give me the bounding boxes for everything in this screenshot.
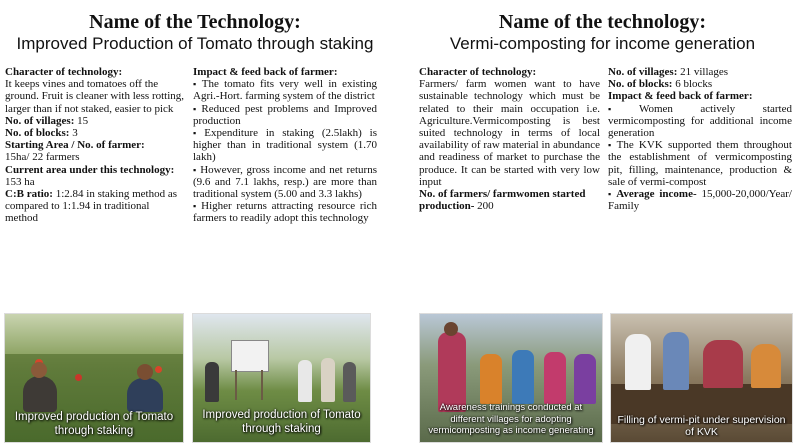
current-area-label: Current area under this technology: <box>5 163 175 176</box>
character-text: Farmers/ farm women want to have sustainable technology which must be related to their main occupation i.e. Agriculture.Vermicomposting is best suited technology in terms of local availability of raw material in abundance and readiness of market to purchase the produce. It can be started with very low input <box>419 78 600 188</box>
vermicompost-photo-1 <box>419 313 603 443</box>
impact-label: Impact & feed back of farmer: <box>608 90 753 103</box>
impact-bullet: ▪ Higher returns attracting resource rich farmers to readily adopt this technology <box>193 200 377 224</box>
tomato-photo-2 <box>192 313 371 443</box>
person-figure <box>298 360 312 402</box>
starting-area-label: Starting Area / No. of farmer: <box>5 139 145 152</box>
person-figure <box>703 340 743 388</box>
left-column-2 <box>193 66 377 225</box>
signboard <box>231 340 269 372</box>
right-title: Name of the technology: <box>498 11 707 33</box>
right-column-2 <box>608 66 792 212</box>
farmer-figure <box>23 376 57 412</box>
vermicompost-photo-2 <box>610 313 793 443</box>
cb-ratio-value: 1:2.84 in staking method as compared to 1:1.94 in traditional method <box>5 188 178 225</box>
income-value: 15,000-20,000/Year/ Family <box>608 188 792 213</box>
left-subtitle: Improved Production of Tomato through staking <box>16 34 374 53</box>
left-title: Name of the Technology: <box>89 11 301 33</box>
current-area-value: 153 ha <box>5 175 35 188</box>
right-subtitle: Vermi-composting for income generation <box>449 34 756 53</box>
villages-label: No. of villages: <box>5 114 75 127</box>
villages-value: 15 <box>74 114 89 127</box>
photo-caption: Awareness trainings conducted at different villages for adopting vermicomposting as income generating <box>428 402 594 436</box>
vermicomposting-panel <box>405 0 800 447</box>
left-column-1 <box>5 66 185 225</box>
person-figure <box>321 358 335 402</box>
character-text: It keeps vines and tomatoes off the ground. Fruit is cleaner with less rotting, larger than if not staked, easier to pick <box>5 78 185 115</box>
person-figure <box>544 352 566 404</box>
impact-label: Impact & feed back of farmer: <box>193 66 338 78</box>
impact-bullet: ▪ Expenditure in staking (2.5lakh) is higher than in traditional system (1.70 lakh) <box>193 127 377 164</box>
photo-caption: Improved production of Tomato through staking <box>14 411 174 437</box>
person-figure <box>512 350 534 404</box>
person-figure <box>480 354 502 404</box>
blocks-label: No. of blocks: <box>608 78 673 91</box>
villages-label: No. of villages: <box>608 66 678 78</box>
villages-value: 21 villages <box>677 66 729 78</box>
impact-bullet: ▪ The KVK supported them throughout the establishment of vermicomposting pit, filling, maintenance, production & sale of vermi-compost <box>608 139 792 188</box>
right-column-1 <box>419 66 600 212</box>
cb-ratio-label: C:B ratio: <box>5 188 53 201</box>
photo-caption: Improved production of Tomato through staking <box>202 409 361 435</box>
impact-bullet: ▪ Women actively started vermicomposting for additional income generation <box>608 103 792 140</box>
farmers-value: 200 <box>474 200 494 213</box>
tomato-photo-1 <box>4 313 184 443</box>
farmers-label: No. of farmers/ farmwomen started production- <box>419 188 586 213</box>
person-figure <box>205 362 219 402</box>
starting-area-value: 15ha/ 22 farmers <box>5 151 80 164</box>
person-figure <box>343 362 356 402</box>
blocks-label: No. of blocks: <box>5 127 70 140</box>
tomato-staking-panel <box>0 0 390 447</box>
character-label: Character of technology: <box>5 66 123 78</box>
photo-caption: Filling of vermi-pit under supervision of KVK <box>617 414 786 438</box>
character-label: Character of technology: <box>419 66 537 78</box>
blocks-value: 3 <box>69 127 78 140</box>
blocks-value: 6 blocks <box>672 78 713 91</box>
income-label: Average income- <box>616 188 697 201</box>
person-figure <box>574 354 596 404</box>
impact-bullet: ▪ However, gross income and net returns (9.6 and 7.1 lakhs, resp.) are more than traditional system (5.00 and 3.3 lakhs) <box>193 164 377 201</box>
person-figure <box>663 332 689 390</box>
person-figure <box>751 344 781 388</box>
person-figure <box>625 334 651 390</box>
impact-bullet: ▪ Reduced pest problems and Improved production <box>193 103 377 127</box>
person-figure <box>438 332 466 412</box>
impact-bullet: ▪ The tomato fits very well in existing Agri.-Hort. farming system of the district <box>193 78 377 102</box>
farmer-figure <box>127 378 163 412</box>
